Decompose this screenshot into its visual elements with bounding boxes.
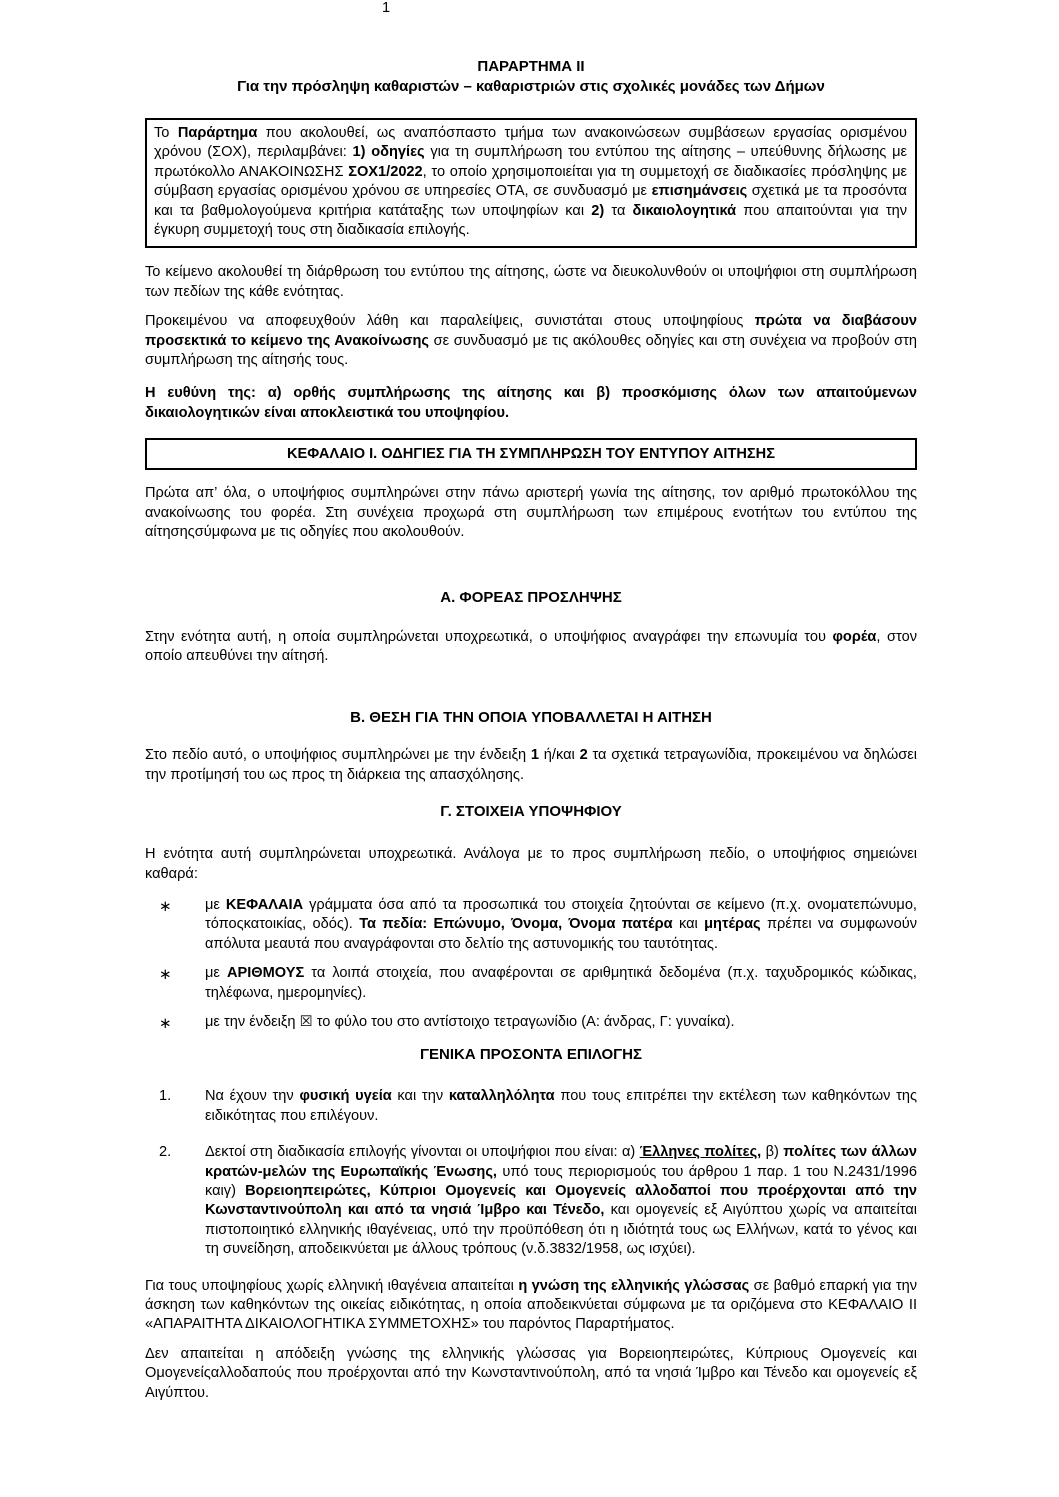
paragraph-language-requirement: Για τους υποψηφίους χωρίς ελληνική ιθαγένεια απαιτείται η γνώση της ελληνικής γλώσσας σε βαθμό επαρκή για την άσκηση των καθηκόντων της οικείας ειδικότητας, η οποία αποδεικνύεται σύμφωνα με τα οριζόμενα στο ΚΕΦΑΛΑΙΟ ΙΙ «ΑΠΑΡΑΙΤΗΤΑ ΔΙΚΑΙΟΛΟΓΗΤΙΚΑ ΣΥΜΜΕΤΟΧΗΣ» του παρόντος Παραρτήματος.	[145, 1277, 918, 1333]
page-number: 1	[381, 0, 391, 16]
section-b-heading: Β. ΘΕΣΗ ΓΙΑ ΤΗΝ ΟΠΟΙΑ ΥΠΟΒΑΛΛΕΤΑΙ Η ΑΙΤΗΣΗ	[350, 709, 712, 727]
section-a-paragraph: Στην ενότητα αυτή, η οποία συμπληρώνεται υποχρεωτικά, ο υποψήφιος αναγράφει την επωνυμία του φορέα, στον οποίο απευθύνει την αίτησή.	[145, 628, 917, 664]
paragraph-responsibility: Η ευθύνη της: α) ορθής συμπλήρωσης της αίτησης και β) προσκόμισης όλων των απαιτούμενων δικαιολογητικών είναι αποκλειστικά του υποψηφίου.	[145, 385, 917, 421]
section-b-paragraph: Στο πεδίο αυτό, ο υποψήφιος συμπληρώνει με την ένδειξη 1 ή/και 2 τα σχετικά τετραγωνίδια, προκειμένου να δηλώσει την προτίμησή του ως προς τη διάρκεια της απασχόλησης.	[145, 747, 917, 783]
bullet-item-text: με την ένδειξη ☒ το φύλο του στο αντίστοιχο τετραγωνίδιο (Α: άνδρας, Γ: γυναίκα).	[205, 1013, 735, 1030]
appendix-subtitle: Για την πρόσληψη καθαριστών – καθαριστριών στις σχολικές μονάδες των Δήμων	[237, 78, 825, 95]
bullet-asterisk-icon: ∗	[159, 897, 172, 915]
item-number: 2.	[159, 1144, 172, 1161]
paragraph-structure: Το κείμενο ακολουθεί τη διάρθρωση του εντύπου της αίτησης, ώστε να διευκολυνθούν οι υποψήφιοι στη συμπλήρωση των πεδίων της κάθε ενότητας.	[145, 264, 917, 300]
bullet-item-text: με ΚΕΦΑΛΑΙΑ γράμματα όσα από τα προσωπικά του στοιχεία ζητούνται σε κείμενο (π.χ. ονοματεπώνυμο, τόποςκατοικίας, οδός). Τα πεδία: Επώνυμο, Όνομα, Όνομα πατέρα και μητέρας πρέπει να συμφωνούν απόλυτα μεαυτά που αναγράφονται στο δελτίο της αστυνομικής του ταυτότητας.	[205, 896, 917, 952]
section-a-heading: Α. ΦΟΡΕΑΣ ΠΡΟΣΛΗΨΗΣ	[440, 588, 622, 606]
numbered-item-text: Να έχουν την φυσική υγεία και την καταλληλόλητα που τους επιτρέπει την εκτέλεση των καθηκόντων της ειδικότητας που επιλέγουν.	[205, 1088, 917, 1124]
item-number: 1.	[159, 1088, 172, 1105]
section-c-heading: Γ. ΣΤΟΙΧΕΙΑ ΥΠΟΨΗΦΙΟΥ	[440, 803, 622, 821]
paragraph-language-exception: Δεν απαιτείται η απόδειξη γνώσης της ελληνικής γλώσσας για Βορειοηπειρώτες, Κύπριους Ομογενείς και Ομογενείςαλλοδαπούς που προέρχονται από την Κωνσταντινούπολη, από τα νησιά Ίμβρο και Τένεδο και ομογενείς εξ Αιγύπτου.	[145, 1345, 917, 1401]
chapter1-heading-box: ΚΕΦΑΛΑΙΟ Ι. ΟΔΗΓΙΕΣ ΓΙΑ ΤΗ ΣΥΜΠΛΗΡΩΣΗ ΤΟΥ ΕΝΤΥΠΟΥ ΑΙΤΗΣΗΣ	[145, 438, 917, 470]
bullet-item-text: με ΑΡΙΘΜΟΥΣ τα λοιπά στοιχεία, που αναφέρονται σε αριθμητικά δεδομένα (π.χ. ταχυδρομικός κώδικας, τηλέφωνα, ημερομηνίες).	[205, 965, 917, 1001]
numbered-item-text: Δεκτοί στη διαδικασία επιλογής γίνονται οι υποψήφιοι που είναι: α) Έλληνες πολίτες, β) πολίτες των άλλων κρατών-μελών της Ευρωπαϊκής Ένωσης, υπό τους περιορισμούς του άρθρου 1 παρ. 1 του Ν.2431/1996 καιγ) Βορειοηπειρώτες, Κύπριοι Ομογενείς και Ομογενείς αλλοδαποί που προέρχονται από την Κωνσταντινούπολη και από τα νησιά Ίμβρο και Τένεδο, και ομογενείς εξ Αιγύπτου χωρίς να απαιτείται πιστοποιητικό ελληνικής ιθαγένειας, υπό την προϋπόθεση ότι η ιδιότητά τους ως Ελλήνων, κατά το γένος και τη συνείδηση, αποδεικνύεται με άλλους τρόπους (ν.δ.3832/1958, ως ισχύει).	[205, 1144, 918, 1258]
appendix-title: ΠΑΡΑΡΤΗΜΑ ΙΙ	[477, 58, 585, 75]
paragraph-advice: Προκειμένου να αποφευχθούν λάθη και παραλείψεις, συνιστάται στους υποψηφίους πρώτα να διαβάσουν προσεκτικά το κείμενο της Ανακοίνωσης σε συνδυασμό με τις ακόλουθες οδηγίες και στη συνέχεια να προβούν στη συμπλήρωση της αίτησής τους.	[145, 313, 918, 369]
section-c-paragraph: Η ενότητα αυτή συμπληρώνεται υποχρεωτικά. Ανάλογα με το προς συμπλήρωση πεδίο, ο υποψήφιος σημειώνει καθαρά:	[145, 846, 917, 882]
intro-paragraph: Το Παράρτημα που ακολουθεί, ως αναπόσπαστο τμήμα των ανακοινώσεων συμβάσεων εργασίας ορισμένου χρόνου (ΣΟΧ), περιλαμβάνει: 1) οδηγίες για τη συμπλήρωση του εντύπου της αίτησης – υπεύθυνης δήλωσης με πρωτόκολλο ΑΝΑΚΟΙΝΩΣΗΣ ΣΟΧ1/2022, το οποίο χρησιμοποιείται για τη συμμετοχή σε διαδικασίες πρόσληψης με σύμβαση εργασίας ορισμένου χρόνου σε υπηρεσίες ΟΤΑ, σε συνδυασμό με επισημάνσεις σχετικά με τα προσόντα και τα βαθμολογούμενα κριτήρια κατάταξης των υποψηφίων και 2) τα δικαιολογητικά που απαιτούνται για την έγκυρη συμμετοχή τους στη διαδικασία επιλογής.	[154, 125, 907, 239]
bullet-asterisk-icon: ∗	[159, 1014, 172, 1032]
bullet-asterisk-icon: ∗	[159, 966, 172, 984]
paragraph-first-steps: Πρώτα απ’ όλα, ο υποψήφιος συμπληρώνει στην πάνω αριστερή γωνία της αίτησης, τον αριθμό πρωτοκόλλου της ανακοίνωσης του φορέα. Στη συνέχεια προχωρά στη συμπλήρωση των επιμέρους ενοτήτων του εντύπου της αίτησηςσύμφωνα με τις οδηγίες που ακολουθούν.	[145, 485, 917, 541]
general-qualifications-heading: ΓΕΝΙΚΑ ΠΡΟΣΟΝΤΑ ΕΠΙΛΟΓΗΣ	[419, 1046, 643, 1064]
